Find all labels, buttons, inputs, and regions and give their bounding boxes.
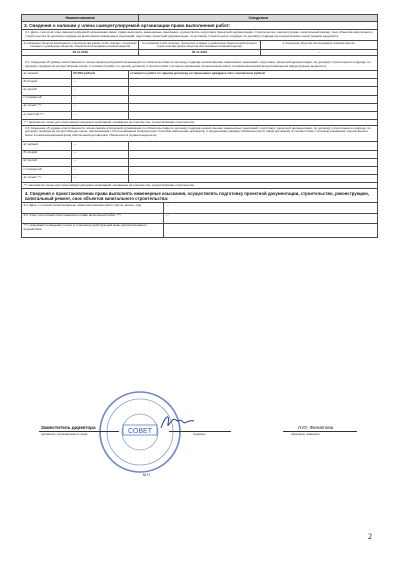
level-label: б) второй bbox=[22, 79, 72, 87]
level-desc bbox=[128, 95, 377, 103]
levels2-table bbox=[21, 141, 378, 189]
main-table bbox=[21, 14, 378, 71]
level-value: — bbox=[71, 95, 128, 103]
level2-value: — bbox=[71, 150, 128, 158]
s4-label: 4.1. Дата, с которой приостановлено право выполнения работ (число, месяц, год) bbox=[22, 203, 164, 213]
section-4-title-row bbox=[22, 189, 378, 203]
level-row bbox=[22, 111, 378, 119]
level2-row bbox=[22, 167, 378, 175]
signature-block bbox=[21, 413, 378, 483]
level-desc bbox=[128, 79, 377, 87]
level-label: г) четвертый bbox=[22, 95, 72, 103]
p31-row bbox=[22, 30, 378, 41]
level2-label: в) третий bbox=[22, 158, 72, 166]
role-caption: (должность уполномоченного лица) bbox=[41, 432, 88, 436]
col-general: в отношении объектов капитального строительства (кроме особо опасных, технически сложных и уникальных объектов, объектов использования атомной энергии) bbox=[22, 40, 139, 49]
level2-row bbox=[22, 150, 378, 158]
p32-row bbox=[22, 55, 378, 70]
s4-value: — bbox=[164, 213, 378, 223]
section-3-title: 3. Сведения о наличии у члена саморегулируемой организации права выполнения работ: bbox=[22, 22, 378, 30]
section-4-table bbox=[21, 188, 378, 238]
date-dangerous: 05.11.2019 bbox=[139, 49, 260, 55]
s4-label: <*> указываются сведения только в отношении действующей меры дисциплинарного воздействия bbox=[22, 223, 164, 237]
header-info: Сведения bbox=[139, 15, 378, 22]
signature-caption: (подпись) bbox=[193, 432, 206, 436]
s4-value bbox=[164, 223, 378, 237]
p31-text: 3.1. Дата, с которой член саморегулируемой организации имеет право выполнять инженерные изыскания, осуществлять подготовку проектной документации, строительство, реконструкцию, капитальный ремонт, снос объектов капитального строительства по договору подряда на выполнение инженерных изысканий, подготовку проектной документации, по договору строительного подряда, по договору подряда на осуществление сноса (нужное выделить): bbox=[22, 30, 378, 41]
section-3-title-row bbox=[22, 22, 378, 30]
level2-desc bbox=[128, 142, 377, 150]
note2: <*> заполняется только для члена саморегулируемых организаций, основанных на членстве лиц, осуществляющих строительство bbox=[22, 183, 378, 189]
level2-row bbox=[22, 175, 378, 183]
level2-desc bbox=[128, 167, 377, 175]
level-row bbox=[22, 70, 378, 78]
col-atomic: в отношении объектов использования атомной энергии bbox=[260, 40, 378, 49]
table-header bbox=[22, 15, 378, 22]
level-label: е) простой <*> bbox=[22, 111, 72, 119]
signer-role: Заместитель директора bbox=[41, 425, 96, 430]
header-name: Наименование bbox=[22, 15, 139, 22]
section-4-title: 4. Сведения о приостановлении права выполнять инженерные изыскания, осуществлять подготовку проектной документации, строительство, реконструкцию, капитальный ремонт, снос объектов капитального строительства: bbox=[22, 189, 378, 203]
level2-label: д) пятый <*> bbox=[22, 175, 72, 183]
document bbox=[21, 14, 378, 238]
col-dangerous: в отношении особо опасных, технически сложных и уникальных объектов капитального строительства (кроме объектов использования атомной энергии) bbox=[139, 40, 260, 49]
s4-row bbox=[22, 223, 378, 237]
s4-value: — bbox=[164, 203, 378, 213]
levels-table bbox=[21, 70, 378, 142]
level-desc bbox=[128, 111, 377, 119]
p32-text: 3.2. Сведения об уровне ответственности члена саморегулируемой организации по обязательствам по договору подряда на выполнение инженерных изысканий, подготовку проектной документации, по договору строительного подряда, по договору подряда на осуществление сноса, и стоимости работ по одному договору, в соответствии с которым указанным членом внесен взнос в компенсационный фонд возмещения вреда (нужное выделить): bbox=[22, 55, 378, 70]
level2-desc bbox=[128, 175, 377, 183]
page-number: 2 bbox=[368, 532, 372, 541]
level2-desc bbox=[128, 150, 377, 158]
s4-label: 4.2. Срок, на который приостановлено право выполнения работ <*> bbox=[22, 213, 164, 223]
signer-name: Л.Ю. Филиппова bbox=[298, 425, 334, 430]
level-label: а) первый bbox=[22, 70, 72, 78]
p33-text: 3.3. Сведения об уровне ответственности члена саморегулируемой организации по обязательствам по договору подряда на выполнение инженерных изысканий, подготовку проектной документации, по договору строительного подряда, по договору подряда на осуществление сноса, заключаемым с использованием конкурентных способов заключения договоров, и предельному размеру обязательств по таким договорам, в соответствии с которым указанным членом внесен взнос в компенсационный фонд обеспечения договорных обязательств (нужное выделить): bbox=[22, 125, 378, 141]
level2-value: — bbox=[71, 158, 128, 166]
level2-row bbox=[22, 142, 378, 150]
level-row bbox=[22, 95, 378, 103]
note1: <*> заполняется только для члена саморегулируемых организаций, основанных на членстве лиц, осуществляющих строительство bbox=[22, 120, 378, 126]
level-desc: стоимость работ по одному договору не превышает двадцать пять миллионов рублей bbox=[128, 70, 377, 78]
level2-value: — bbox=[71, 142, 128, 150]
date-atomic: — bbox=[260, 49, 378, 55]
stamp-text: СОВЕТ bbox=[128, 428, 152, 435]
level2-label: б) второй bbox=[22, 150, 72, 158]
level-value: — bbox=[71, 111, 128, 119]
level-row bbox=[22, 103, 378, 111]
level-row bbox=[22, 87, 378, 95]
level2-value: — bbox=[71, 175, 128, 183]
level-value: — bbox=[71, 103, 128, 111]
level-desc bbox=[128, 103, 377, 111]
p33-row bbox=[22, 125, 378, 141]
level-row bbox=[22, 79, 378, 87]
level2-value: — bbox=[71, 167, 128, 175]
level2-desc bbox=[128, 158, 377, 166]
level-desc bbox=[128, 87, 377, 95]
level-label: в) третий bbox=[22, 87, 72, 95]
level-value: 50 000 рублей bbox=[71, 70, 128, 78]
level2-row bbox=[22, 158, 378, 166]
level2-label: г) четвертый bbox=[22, 167, 72, 175]
level2-label: а) первый bbox=[22, 142, 72, 150]
stamp-place: М.П. bbox=[143, 473, 151, 477]
s4-row bbox=[22, 213, 378, 223]
level-label: д) пятый <*> bbox=[22, 103, 72, 111]
level-value: — bbox=[71, 87, 128, 95]
date-general: 05.11.2019 bbox=[22, 49, 139, 55]
name-caption: (инициалы, фамилия) bbox=[291, 432, 320, 436]
p31-cols-row bbox=[22, 40, 378, 49]
level-value: — bbox=[71, 79, 128, 87]
s4-row bbox=[22, 203, 378, 213]
